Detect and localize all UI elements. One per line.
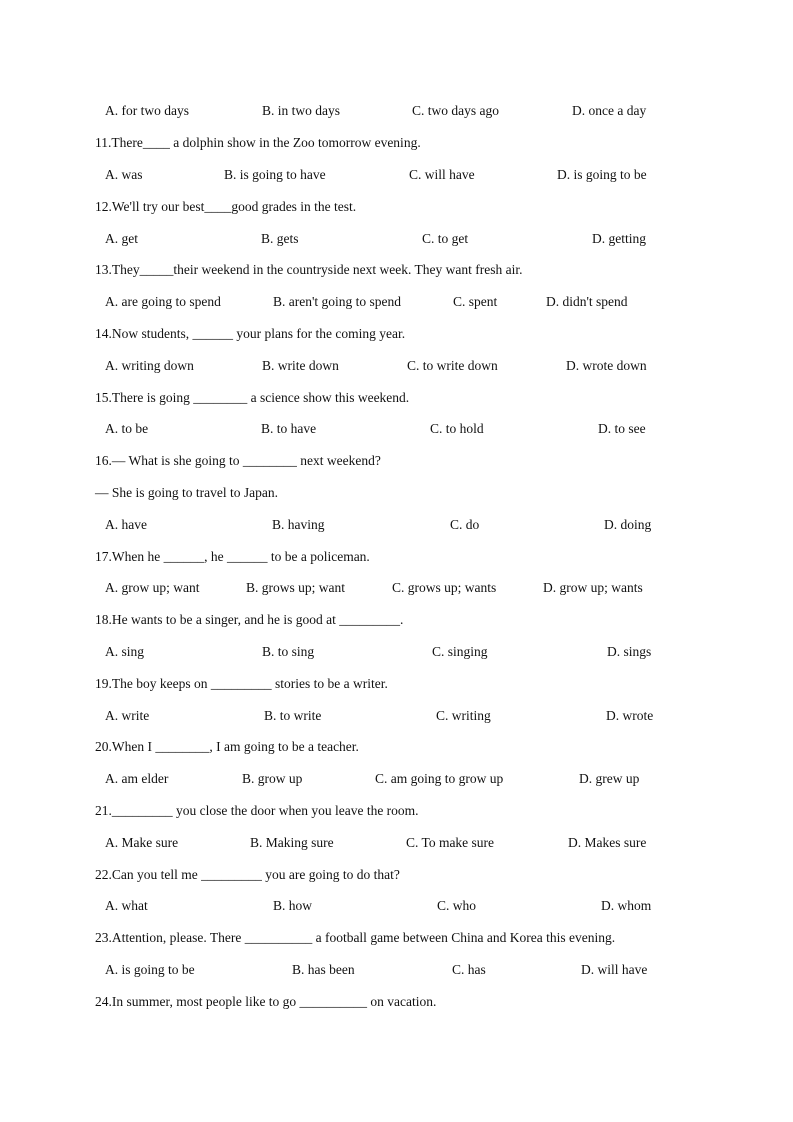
q11-option-a: A. was bbox=[105, 167, 143, 182]
q20-option-b: B. grow up bbox=[242, 771, 303, 786]
q18-stem: 18.He wants to be a singer, and he is good at _________. bbox=[95, 612, 404, 627]
q15-option-a: A. to be bbox=[105, 421, 149, 436]
q22-option-a: A. what bbox=[105, 898, 148, 913]
q17-option-d: D. grow up; wants bbox=[543, 580, 643, 595]
q10-option-d: D. once a day bbox=[572, 103, 647, 118]
q10-option-c: C. two days ago bbox=[412, 103, 499, 118]
q10-option-a: A. for two days bbox=[105, 103, 189, 118]
q13-stem: 13.They_____their weekend in the countryside next week. They want fresh air. bbox=[95, 262, 523, 277]
q12-option-b: B. gets bbox=[261, 231, 299, 246]
q16-option-a: A. have bbox=[105, 517, 147, 532]
q19-option-d: D. wrote bbox=[606, 708, 654, 723]
q19-option-a: A. write bbox=[105, 708, 150, 723]
q12-option-c: C. to get bbox=[422, 231, 469, 246]
q21-option-a: A. Make sure bbox=[105, 835, 179, 850]
q13-option-c: C. spent bbox=[453, 294, 498, 309]
q24-stem: 24.In summer, most people like to go __________ on vacation. bbox=[95, 994, 437, 1009]
q21-option-d: D. Makes sure bbox=[568, 835, 647, 850]
q14-option-b: B. write down bbox=[262, 358, 339, 373]
q22-stem: 22.Can you tell me _________ you are going to do that? bbox=[95, 867, 400, 882]
q13-option-b: B. aren't going to spend bbox=[273, 294, 402, 309]
q11-option-c: C. will have bbox=[409, 167, 475, 182]
q20-option-c: C. am going to grow up bbox=[375, 771, 504, 786]
q21-option-b: B. Making sure bbox=[250, 835, 334, 850]
q16-option-d: D. doing bbox=[604, 517, 652, 532]
q15-option-c: C. to hold bbox=[430, 421, 484, 436]
q17-option-a: A. grow up; want bbox=[105, 580, 200, 595]
q18-option-c: C. singing bbox=[432, 644, 488, 659]
q11-stem: 11.There____ a dolphin show in the Zoo tomorrow evening. bbox=[95, 135, 421, 150]
q20-option-d: D. grew up bbox=[579, 771, 640, 786]
q16-dialog-answer: — She is going to travel to Japan. bbox=[95, 485, 278, 500]
q14-option-d: D. wrote down bbox=[566, 358, 647, 373]
q19-option-b: B. to write bbox=[264, 708, 322, 723]
q22-option-d: D. whom bbox=[601, 898, 652, 913]
q18-option-b: B. to sing bbox=[262, 644, 315, 659]
q13-option-d: D. didn't spend bbox=[546, 294, 628, 309]
q21-option-c: C. To make sure bbox=[406, 835, 495, 850]
q17-option-c: C. grows up; wants bbox=[392, 580, 497, 595]
q22-option-c: C. who bbox=[437, 898, 477, 913]
q15-stem: 15.There is going ________ a science show this weekend. bbox=[95, 390, 410, 405]
q20-option-a: A. am elder bbox=[105, 771, 169, 786]
q23-option-d: D. will have bbox=[581, 962, 648, 977]
q23-option-b: B. has been bbox=[292, 962, 355, 977]
q15-option-b: B. to have bbox=[261, 421, 317, 436]
q13-option-a: A. are going to spend bbox=[105, 294, 221, 309]
q20-stem: 20.When I ________, I am going to be a teacher. bbox=[95, 739, 359, 754]
q19-stem: 19.The boy keeps on _________ stories to be a writer. bbox=[95, 676, 388, 691]
q14-option-c: C. to write down bbox=[407, 358, 498, 373]
q11-option-b: B. is going to have bbox=[224, 167, 326, 182]
q21-stem: 21._________ you close the door when you leave the room. bbox=[95, 803, 419, 818]
q12-option-a: A. get bbox=[105, 231, 138, 246]
q18-option-a: A. sing bbox=[105, 644, 145, 659]
q18-option-d: D. sings bbox=[607, 644, 652, 659]
q23-option-c: C. has bbox=[452, 962, 486, 977]
q12-stem: 12.We'll try our best____good grades in the test. bbox=[95, 199, 357, 214]
q16-option-c: C. do bbox=[450, 517, 480, 532]
q14-stem: 14.Now students, ______ your plans for the coming year. bbox=[95, 326, 406, 341]
q22-option-b: B. how bbox=[273, 898, 313, 913]
q11-option-d: D. is going to be bbox=[557, 167, 647, 182]
q14-option-a: A. writing down bbox=[105, 358, 194, 373]
q17-stem: 17.When he ______, he ______ to be a policeman. bbox=[95, 549, 370, 564]
q16-stem: 16.— What is she going to ________ next weekend? bbox=[95, 453, 381, 468]
q17-option-b: B. grows up; want bbox=[246, 580, 345, 595]
q12-option-d: D. getting bbox=[592, 231, 646, 246]
q10-option-b: B. in two days bbox=[262, 103, 341, 118]
q23-stem: 23.Attention, please. There __________ a football game between China and Korea this evening. bbox=[95, 930, 616, 945]
q15-option-d: D. to see bbox=[598, 421, 646, 436]
q19-option-c: C. writing bbox=[436, 708, 491, 723]
q16-option-b: B. having bbox=[272, 517, 325, 532]
q23-option-a: A. is going to be bbox=[105, 962, 195, 977]
